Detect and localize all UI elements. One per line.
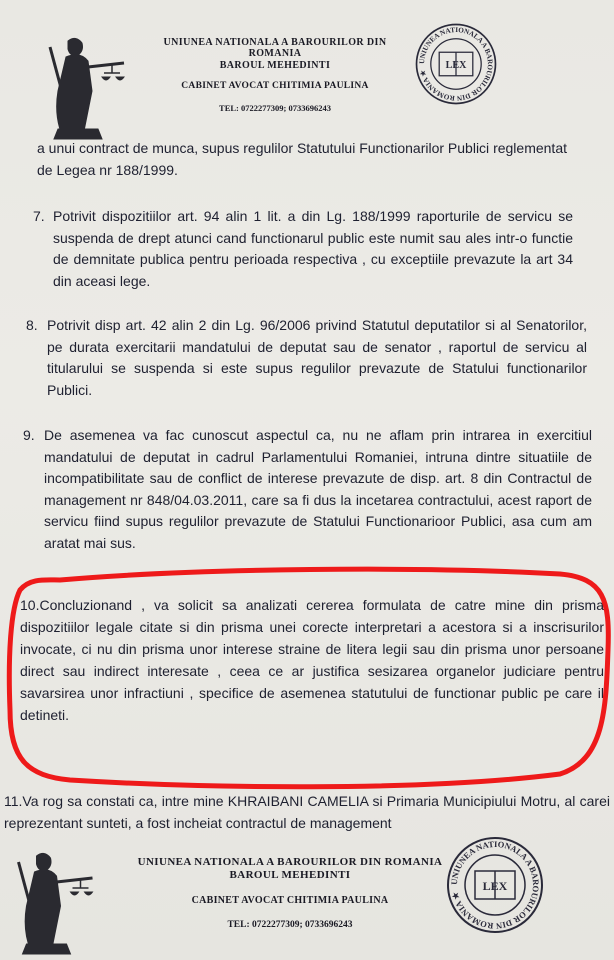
paragraph-9: De asemenea va fac cunoscut aspectul ca, nu ne aflam prin intrarea in exercitiul mandatului de deputat in cadrul Parlamentului Romaniei, intruna dintre situatiile de incompatibilitate sau de conflict de interese prevazute de disp. art. 8 din Contractul de management nr 848/04.03.2011, care sa fi dus la incetarea contractului, acest raport de servicu fiind supus regulilor prevazute de Statului Functionarioor Publici, asa cum am aratat mai sus.: [44, 427, 592, 551]
lady-justice-icon: [4, 848, 104, 958]
bar-name: BAROUL MEHEDINTI: [229, 869, 351, 881]
paragraph-9-number: 9.: [23, 427, 35, 443]
paragraph-11: 11.Va rog sa constati ca, intre mine KHRAIBANI CAMELIA si Primaria Municipiului Motru, al carei reprezentant sunteti, a fost incheiat contractul de management: [4, 793, 610, 831]
seal-center-text: LEX: [482, 879, 508, 893]
bar-seal-icon: [445, 835, 545, 935]
letterhead-text: [120, 856, 460, 930]
lady-justice-icon: [38, 33, 133, 143]
bar-seal-icon: [414, 22, 498, 106]
paragraph-8: Potrivit disp art. 42 alin 2 din Lg. 96/2006 privind Statutul deputatilor si al Senatorilor, pe durata exercitarii mandatului de deputat sau de senator , raportul de servicu al titularului se suspenda si este supus regulilor prevazute de Statului functionarilor Publici.: [47, 317, 587, 398]
phone-numbers: TEL: 0722277309; 0733696243: [227, 920, 353, 930]
org-name: UNIUNEA NATIONALA A BAROURILOR DIN ROMANIA: [137, 856, 443, 868]
phone-numbers: TEL: 0722277309; 0733696243: [219, 103, 331, 113]
cabinet-name: CABINET AVOCAT CHITIMIA PAULINA: [191, 895, 389, 906]
paragraph-continuation: a unui contract de munca, supus regulilor Statutului Functionarilor Publici reglementat de Legea nr 188/1999.: [37, 140, 567, 178]
letterhead-text: [140, 37, 410, 113]
letterhead-bottom: [0, 818, 614, 960]
svg-text:UNIUNEA NATIONALA A BAROURILOR: UNIUNEA NATIONALA A BAROURILOR DIN ROMANIA ★: [417, 26, 495, 102]
org-name: UNIUNEA NATIONALA A BAROURILOR DIN ROMANIA: [163, 37, 387, 59]
bar-name: BAROUL MEHEDINTI: [219, 60, 331, 71]
seal-center-text: LEX: [445, 60, 467, 72]
paragraph-7-number: 7.: [33, 208, 45, 224]
paragraph-8-number: 8.: [26, 317, 38, 333]
svg-text:UNIUNEA NATIONALA A BAROURILOR: UNIUNEA NATIONALA A BAROURILOR DIN ROMANIA ★: [448, 838, 542, 932]
cabinet-name: CABINET AVOCAT CHITIMIA PAULINA: [181, 81, 369, 91]
paragraph-10: 10.Concluzionand , va solicit sa analizati cererea formulata de catre mine din prisma dispozitiilor legale citate si din prisma unei corecte interpretari a acestora si a inscrisurilor invocate, ci nu din prisma unor interese straine de litera legii sau din prisma unor persoane direct sau indirect interesate , ceea ce ar justifica sesizarea organelor judiciare pentru savarsirea unor infractiuni , specifice de asemenea statutului de functionar public pe care il detineti.: [20, 597, 604, 723]
paragraph-7: Potrivit dispozitiilor art. 94 alin 1 lit. a din Lg. 188/1999 raporturile de servicu se suspenda de drept atunci cand functionarul public este numit sau ales intr-o functie de demnitate publica pentru perioada respectiva , cu exceptiile prevazute la art 34 din aceasi lege.: [53, 208, 573, 289]
letterhead-top: [0, 5, 614, 135]
